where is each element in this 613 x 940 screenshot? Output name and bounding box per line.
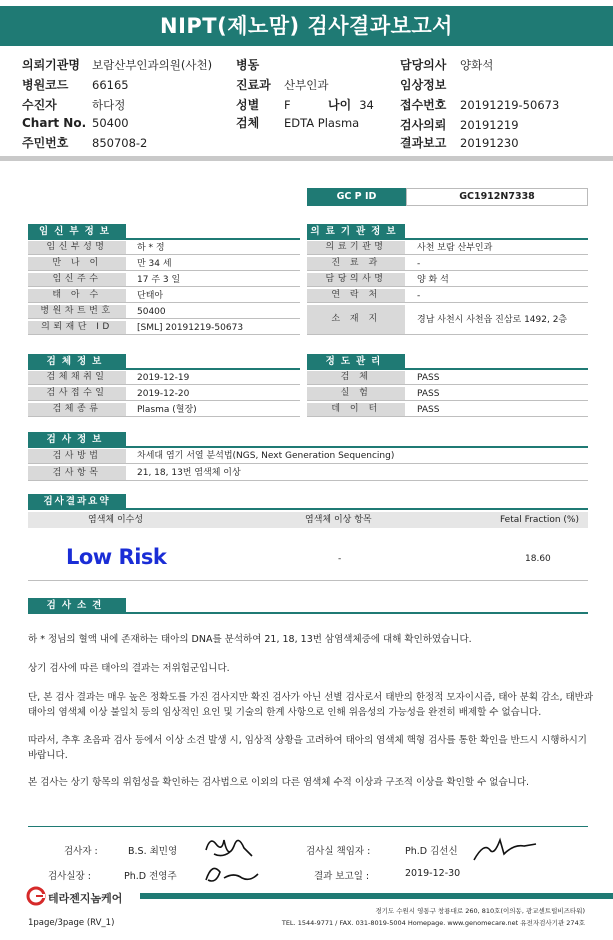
tester-name: B.S. 최민영 [128, 846, 178, 857]
company-contact: TEL. 1544-9771 / FAX. 031-8019-5004 Homepage. www.genomecare.net 유전자검사기관 274호 [281, 919, 585, 927]
responsible-name: Ph.D 김선신 [405, 846, 458, 857]
sex-field: 성별 F [236, 98, 291, 112]
patient-name-field: 수진자 하다정 [22, 98, 126, 112]
row-value: 하 * 정 [137, 243, 165, 253]
row-value: 2019-12-19 [137, 373, 190, 383]
age-field: 나이 34 [328, 98, 374, 112]
gcpid-label: GC P ID [307, 188, 406, 206]
row-label: 검사항목 [28, 466, 126, 480]
doctor-field: 담당의사 양화석 [400, 58, 494, 72]
row-label: 검사방법 [28, 449, 126, 463]
test-section-line [28, 446, 588, 448]
institution-section-line [307, 238, 588, 240]
row-value: PASS [417, 405, 440, 415]
row-value: 차세대 염기 서열 분석법(NGS, Next Generation Sequencing) [137, 451, 395, 461]
responsible-label: 검사실 책임자 : [306, 846, 371, 857]
specimen-field: 검체 EDTA Plasma [236, 116, 360, 130]
findings-paragraph-3: 단, 본 검사 결과는 매우 높은 정확도를 가진 검사지만 확진 검사가 아닌 선별 검사로서 태반의 한정적 모자이시즘, 태아 분획 감소, 태반과 태아의 염색체 이상 불일치 등의 임상적인 요인 및 기술의 한계 사항으로 인해 위음성의 가능성을 완전히 배제할 수 없습니다. [28, 692, 594, 718]
specimen-section-line [28, 368, 300, 370]
row-label: 검체채취일 [28, 371, 126, 384]
findings-paragraph-1: 하 * 정님의 혈액 내에 존재하는 태아의 DNA를 분석하여 21, 18, 13번 삼염색체증에 대해 확인하였습니다. [28, 634, 472, 645]
report-title: NIPT(제노맘) 검사결과보고서 [0, 6, 613, 46]
row-value: [SML] 20191219-50673 [137, 323, 244, 333]
hospital-code-field: 병원코드 66165 [22, 78, 129, 92]
company-address: 경기도 수원시 영통구 창룡대로 260, 810호(이의동, 광교센트럴비즈타워) [375, 907, 585, 915]
row-label: 의뢰재단 ID [28, 321, 126, 334]
row-value: 50400 [137, 307, 166, 317]
resident-no-field: 주민번호 850708-2 [22, 136, 148, 150]
fetal-fraction-value: 18.60 [525, 554, 551, 564]
risk-result: Low Risk [66, 545, 167, 569]
row-value: 2019-12-20 [137, 389, 190, 399]
report-date-label: 결과 보고일 : [314, 871, 370, 882]
test-section-title: 검사정보 [28, 432, 126, 447]
ward-field: 병동 [236, 58, 260, 72]
row-label: 연 락 처 [307, 289, 405, 302]
summary-section-title: 검사결과요약 [28, 494, 126, 509]
pregnancy-section-line [28, 238, 300, 240]
row-label: 병원차트번호 [28, 305, 126, 318]
summary-section-line [28, 508, 588, 510]
department-field: 진료과 산부인과 [236, 78, 329, 92]
findings-paragraph-5: 본 검사는 상기 항목의 위험성을 확인하는 검사법으로 이외의 다른 염색체 수적 이상과 구조적 이상을 확인할 수 없습니다. [28, 777, 530, 788]
row-value: - [417, 259, 421, 269]
qc-section-line [307, 368, 588, 370]
signature-top-line [28, 826, 588, 827]
abnormal-result: - [338, 554, 342, 564]
row-label: 진 료 과 [307, 257, 405, 270]
receipt-no-field: 접수번호 20191219-50673 [400, 98, 560, 112]
row-label: 검 체 [307, 371, 405, 384]
row-value: 만 34 세 [137, 259, 172, 269]
row-value: 21, 18, 13번 염색체 이상 [137, 468, 241, 478]
row-value: Plasma (혈장) [137, 405, 197, 415]
director-label: 검사실장 : [48, 871, 91, 882]
pregnancy-section-title: 임신부정보 [28, 224, 126, 239]
director-signature [198, 858, 264, 888]
row-label: 의료기관명 [307, 241, 405, 254]
hospital-field: 의뢰기관명 보람산부인과의원(사천) [22, 58, 213, 72]
chart-no-field: Chart No. 50400 [22, 116, 129, 130]
summary-col-abnormal: 염색체 이상 항목 [305, 515, 372, 525]
summary-col-ff: Fetal Fraction (%) [500, 515, 579, 525]
findings-section-title: 검사소견 [28, 598, 126, 613]
findings-paragraph-2: 상기 검사에 따른 태아의 결과는 저위험군입니다. [28, 663, 230, 674]
company-name: 테라젠지놈케어 [48, 892, 123, 905]
row-value: PASS [417, 373, 440, 383]
row-label: 담당의사명 [307, 273, 405, 286]
row-value: 사천 보람 산부인과 [417, 243, 493, 253]
qc-section-title: 정도관리 [307, 354, 405, 369]
summary-divider [28, 580, 588, 581]
row-label: 임신부성명 [28, 241, 126, 254]
row-label: 검체종류 [28, 403, 126, 416]
specimen-section-title: 검체정보 [28, 354, 126, 369]
row-label: 실 험 [307, 387, 405, 400]
row-value: 양 화 석 [417, 275, 449, 285]
responsible-signature [470, 832, 540, 866]
findings-paragraph-4: 따라서, 추후 초음파 검사 등에서 이상 소견 발생 시, 임상적 상황을 고려하여 태아의 염색체 핵형 검사를 통한 확인을 반드시 시행하시기 바랍니다. [28, 735, 587, 761]
request-date-field: 검사의뢰 20191219 [400, 118, 519, 132]
gcpid-value: GC1912N7338 [406, 188, 588, 206]
clinical-info-field: 임상정보 [400, 78, 447, 92]
row-value: 단태아 [137, 291, 164, 301]
footer-band [140, 893, 613, 899]
findings-section-line [28, 612, 588, 614]
summary-col-aneuploidy: 염색체 이수성 [88, 515, 144, 525]
report-date-value: 2019-12-30 [405, 868, 461, 879]
row-label: 검사접수일 [28, 387, 126, 400]
row-value: - [417, 291, 421, 301]
company-logo-icon [26, 886, 46, 906]
row-label: 태 아 수 [28, 289, 126, 302]
page-number: 1page/3page (RV_1) [28, 918, 115, 928]
row-label: 데 이 터 [307, 403, 405, 416]
tester-label: 검사자 : [64, 846, 98, 857]
patient-header [0, 48, 613, 154]
director-name: Ph.D 전영주 [124, 871, 177, 882]
row-label: 임신주수 [28, 273, 126, 286]
header-divider [0, 156, 613, 161]
row-label: 소 재 지 [307, 305, 405, 334]
row-value: 경남 사천시 사천읍 진삼로 1492, 2층 [417, 315, 568, 325]
institution-section-title: 의료기관정보 [307, 224, 405, 239]
report-date-field: 결과보고 20191230 [400, 136, 519, 150]
row-label: 만 나 이 [28, 257, 126, 270]
row-value: 17 주 3 일 [137, 275, 181, 285]
row-value: PASS [417, 389, 440, 399]
